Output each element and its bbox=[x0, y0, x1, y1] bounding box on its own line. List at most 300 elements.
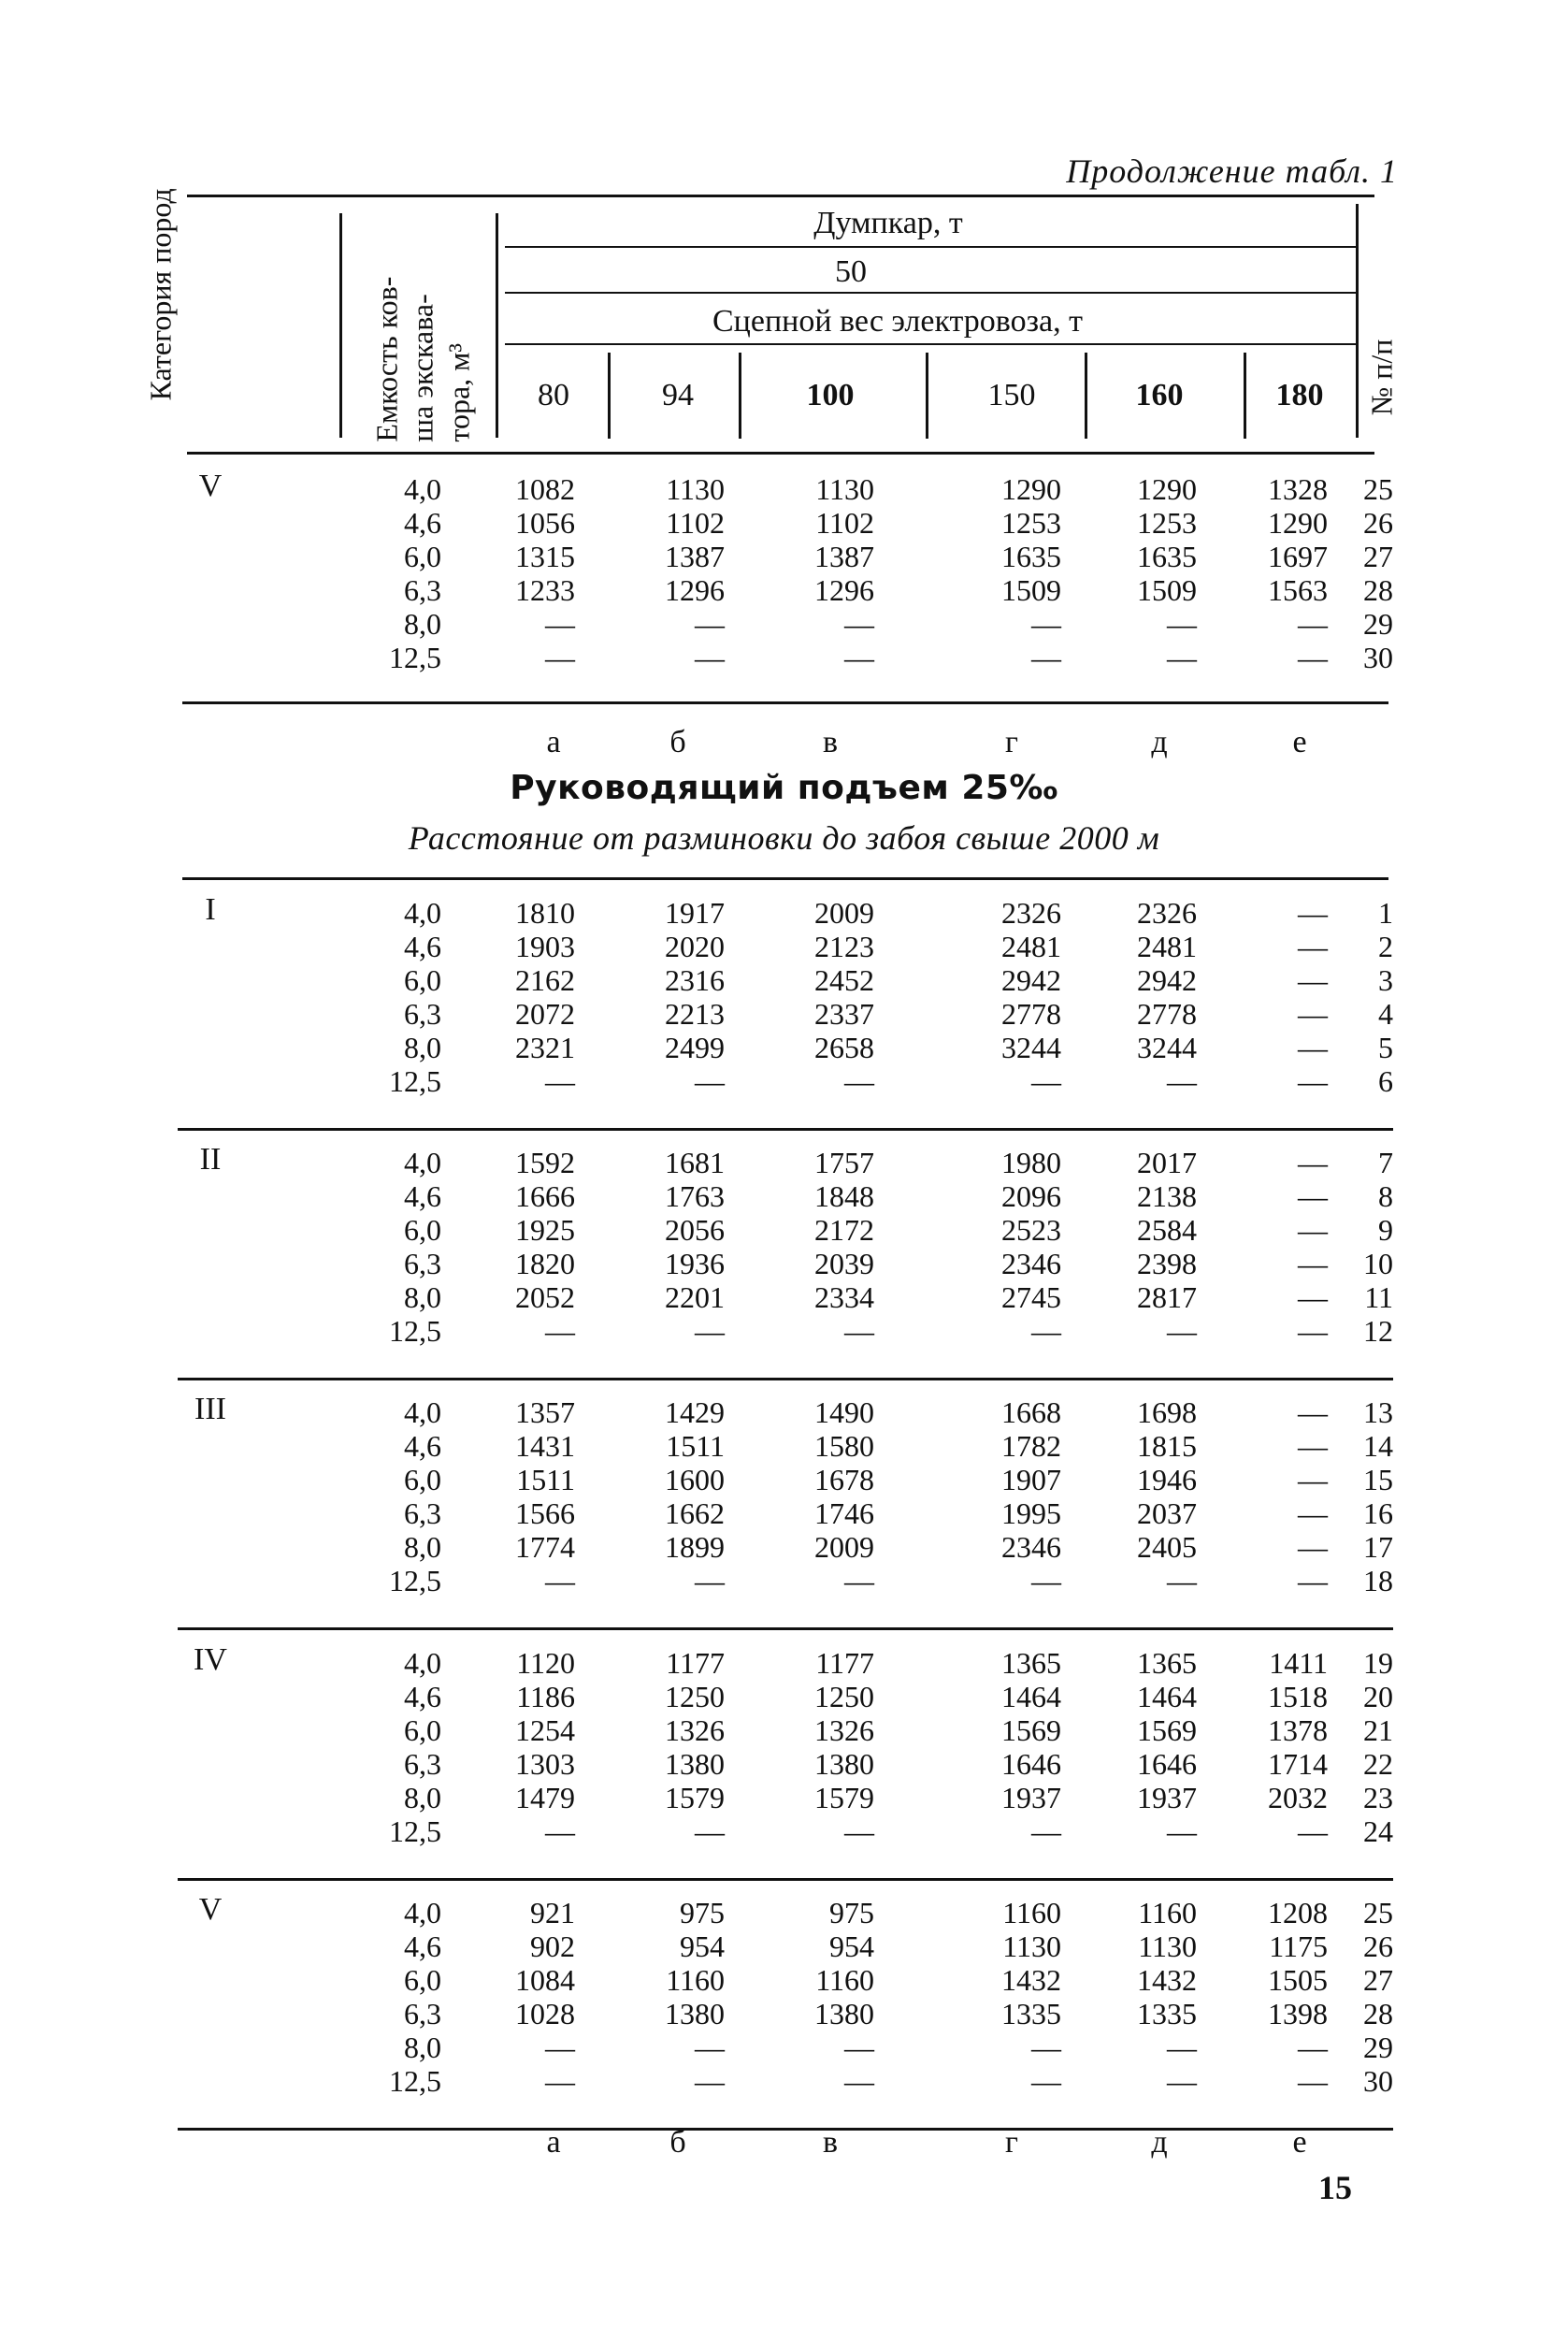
table-cell: — bbox=[1298, 896, 1328, 930]
row-number: 8 bbox=[1378, 1179, 1393, 1213]
table-cell: 1980 bbox=[1001, 1146, 1061, 1179]
row-number: 23 bbox=[1363, 1781, 1393, 1814]
table-cell: 1666 bbox=[515, 1179, 575, 1213]
row-number: 2 bbox=[1378, 930, 1393, 963]
table-cell: 1580 bbox=[814, 1429, 874, 1463]
bucket-value: 4,0 bbox=[404, 896, 441, 930]
table-cell: 1432 bbox=[1137, 1963, 1197, 1997]
table-cell: 1130 bbox=[666, 472, 725, 506]
row-number: 30 bbox=[1363, 641, 1393, 674]
column-letter-б: б bbox=[669, 725, 686, 759]
table-cell: — bbox=[1031, 1314, 1061, 1348]
bucket-value: 6,3 bbox=[404, 997, 441, 1031]
table-cell: 2346 bbox=[1001, 1247, 1061, 1280]
table-cell: — bbox=[844, 1314, 874, 1348]
table-cell: — bbox=[1031, 607, 1061, 641]
row-number: 28 bbox=[1363, 573, 1393, 607]
table-cell: 1130 bbox=[815, 472, 874, 506]
table-cell: 921 bbox=[530, 1896, 575, 1929]
column-letter-г: г bbox=[1005, 2125, 1018, 2160]
bucket-value: 4,6 bbox=[404, 1929, 441, 1963]
row-number: 19 bbox=[1363, 1646, 1393, 1680]
table-cell: — bbox=[1167, 1064, 1197, 1098]
table-cell: 1177 bbox=[815, 1646, 874, 1680]
table-cell: 1130 bbox=[1138, 1929, 1197, 1963]
table-cell: 1387 bbox=[665, 540, 725, 573]
weight-160: 160 bbox=[1135, 378, 1184, 412]
table-cell: 1936 bbox=[665, 1247, 725, 1280]
table-cell: 1028 bbox=[515, 1997, 575, 2030]
table-cell: — bbox=[1298, 1247, 1328, 1280]
table-cell: 1662 bbox=[665, 1496, 725, 1530]
table-cell: 2321 bbox=[515, 1031, 575, 1064]
table-cell: 1600 bbox=[665, 1463, 725, 1496]
table-cell: 1290 bbox=[1001, 472, 1061, 506]
table-cell: 1946 bbox=[1137, 1463, 1197, 1496]
table-cell: 1810 bbox=[515, 896, 575, 930]
table-cell: — bbox=[844, 607, 874, 641]
table-cell: — bbox=[1298, 1463, 1328, 1496]
table-cell: 2523 bbox=[1001, 1213, 1061, 1247]
row-number: 9 bbox=[1378, 1213, 1393, 1247]
table-cell: 1365 bbox=[1001, 1646, 1061, 1680]
table-cell: 954 bbox=[680, 1929, 725, 1963]
table-cell: 1681 bbox=[665, 1146, 725, 1179]
table-cell: 1160 bbox=[815, 1963, 874, 1997]
table-cell: — bbox=[695, 1064, 725, 1098]
table-cell: 1326 bbox=[814, 1713, 874, 1747]
table-cell: — bbox=[1031, 1064, 1061, 1098]
bucket-value: 6,0 bbox=[404, 963, 441, 997]
table-cell: — bbox=[695, 607, 725, 641]
table-cell: 975 bbox=[680, 1896, 725, 1929]
dumpcar-value: 50 bbox=[835, 254, 867, 289]
table-cell: — bbox=[545, 2030, 575, 2064]
table-cell: — bbox=[1167, 641, 1197, 674]
table-cell: 1668 bbox=[1001, 1395, 1061, 1429]
table-cell: — bbox=[1167, 1564, 1197, 1597]
table-cell: 2213 bbox=[665, 997, 725, 1031]
table-cell: 2009 bbox=[814, 1530, 874, 1564]
row-number: 26 bbox=[1363, 506, 1393, 540]
column-letter-е: е bbox=[1292, 725, 1307, 759]
bucket-value: 6,3 bbox=[404, 1496, 441, 1530]
bucket-value: 8,0 bbox=[404, 1031, 441, 1064]
table-cell: — bbox=[545, 2064, 575, 2098]
table-cell: 1233 bbox=[515, 573, 575, 607]
table-cell: 1253 bbox=[1001, 506, 1061, 540]
table-cell: 1378 bbox=[1268, 1713, 1328, 1747]
weight-divider bbox=[1085, 353, 1087, 439]
table-cell: 2942 bbox=[1137, 963, 1197, 997]
bucket-value: 6,0 bbox=[404, 1463, 441, 1496]
table-cell: 1432 bbox=[1001, 1963, 1061, 1997]
table-cell: 2346 bbox=[1001, 1530, 1061, 1564]
table-cell: 2499 bbox=[665, 1031, 725, 1064]
table-cell: 1848 bbox=[814, 1179, 874, 1213]
table-cell: 1509 bbox=[1137, 573, 1197, 607]
table-cell: 1925 bbox=[515, 1213, 575, 1247]
table-cell: 2745 bbox=[1001, 1280, 1061, 1314]
row-number: 3 bbox=[1378, 963, 1393, 997]
table-cell: 2584 bbox=[1137, 1213, 1197, 1247]
category-IV: IV bbox=[194, 1642, 227, 1677]
table-cell: 1296 bbox=[814, 573, 874, 607]
continuation-label: Продолжение табл. 1 bbox=[1066, 152, 1398, 190]
table-cell: 2326 bbox=[1001, 896, 1061, 930]
table-cell: 2334 bbox=[814, 1280, 874, 1314]
table-cell: — bbox=[545, 641, 575, 674]
block-rule bbox=[178, 1378, 1393, 1380]
column-letter-е: е bbox=[1292, 2125, 1307, 2160]
table-cell: — bbox=[1031, 1564, 1061, 1597]
column-letter-а: а bbox=[546, 2125, 561, 2160]
row-number: 25 bbox=[1363, 1896, 1393, 1929]
table-cell: — bbox=[844, 641, 874, 674]
table-cell: 1511 bbox=[666, 1429, 725, 1463]
table-cell: 1815 bbox=[1137, 1429, 1197, 1463]
row-number: 7 bbox=[1378, 1146, 1393, 1179]
table-cell: 1303 bbox=[515, 1747, 575, 1781]
row-number: 20 bbox=[1363, 1680, 1393, 1713]
table-cell: 1569 bbox=[1001, 1713, 1061, 1747]
row-number: 29 bbox=[1363, 2030, 1393, 2064]
table-cell: — bbox=[1298, 930, 1328, 963]
block-rule bbox=[182, 701, 1388, 704]
table-cell: 1290 bbox=[1137, 472, 1197, 506]
coupling-weight-label: Сцепной вес электровоза, т bbox=[712, 304, 1083, 339]
table-cell: 1518 bbox=[1268, 1680, 1328, 1713]
table-cell: — bbox=[1298, 1031, 1328, 1064]
bucket-value: 4,0 bbox=[404, 1646, 441, 1680]
table-cell: 2056 bbox=[665, 1213, 725, 1247]
table-cell: 1937 bbox=[1137, 1781, 1197, 1814]
category-V: V bbox=[198, 1892, 223, 1927]
table-cell: 1635 bbox=[1137, 540, 1197, 573]
table-cell: — bbox=[695, 2030, 725, 2064]
table-cell: 1084 bbox=[515, 1963, 575, 1997]
dumpcar-label: Думпкар, т bbox=[813, 206, 963, 240]
table-cell: — bbox=[1298, 1314, 1328, 1348]
category-V: V bbox=[198, 469, 223, 503]
row-number: 24 bbox=[1363, 1814, 1393, 1848]
table-cell: — bbox=[1298, 997, 1328, 1031]
table-cell: — bbox=[844, 2064, 874, 2098]
bucket-value: 6,0 bbox=[404, 540, 441, 573]
table-cell: — bbox=[545, 1564, 575, 1597]
table-cell: 1208 bbox=[1268, 1896, 1328, 1929]
table-cell: 902 bbox=[530, 1929, 575, 1963]
table-cell: — bbox=[1167, 2030, 1197, 2064]
row-number: 17 bbox=[1363, 1530, 1393, 1564]
table-cell: 1490 bbox=[814, 1395, 874, 1429]
table-cell: 1056 bbox=[515, 506, 575, 540]
row-number: 22 bbox=[1363, 1747, 1393, 1781]
table-cell: 2405 bbox=[1137, 1530, 1197, 1564]
block-rule bbox=[178, 1878, 1393, 1881]
table-cell: 1102 bbox=[815, 506, 874, 540]
row-number: 16 bbox=[1363, 1496, 1393, 1530]
weight-94: 94 bbox=[662, 378, 694, 412]
table-cell: 2037 bbox=[1137, 1496, 1197, 1530]
page-number: 15 bbox=[1318, 2169, 1352, 2206]
row-number: 27 bbox=[1363, 1963, 1393, 1997]
table-cell: — bbox=[545, 607, 575, 641]
table-cell: 1937 bbox=[1001, 1781, 1061, 1814]
table-cell: 1290 bbox=[1268, 506, 1328, 540]
table-cell: — bbox=[695, 1314, 725, 1348]
table-cell: 1254 bbox=[515, 1713, 575, 1747]
row-number: 27 bbox=[1363, 540, 1393, 573]
section-subtitle: Расстояние от разминовки до забоя свыше 2000 м bbox=[408, 819, 1160, 857]
table-cell: 1757 bbox=[814, 1146, 874, 1179]
table-cell: — bbox=[1031, 641, 1061, 674]
block-rule bbox=[178, 1627, 1393, 1630]
table-cell: 1995 bbox=[1001, 1496, 1061, 1530]
bucket-value: 8,0 bbox=[404, 607, 441, 641]
table-cell: 1505 bbox=[1268, 1963, 1328, 1997]
table-cell: 1160 bbox=[1138, 1896, 1197, 1929]
table-cell: — bbox=[545, 1814, 575, 1848]
table-cell: — bbox=[1167, 607, 1197, 641]
bucket-value: 12,5 bbox=[389, 1314, 441, 1348]
table-cell: 1380 bbox=[665, 1747, 725, 1781]
table-cell: — bbox=[1298, 1179, 1328, 1213]
table-cell: 1566 bbox=[515, 1496, 575, 1530]
weight-100: 100 bbox=[806, 378, 855, 412]
table-cell: 1714 bbox=[1268, 1747, 1328, 1781]
table-cell: 2009 bbox=[814, 896, 874, 930]
bucket-value: 8,0 bbox=[404, 1781, 441, 1814]
row-number: 18 bbox=[1363, 1564, 1393, 1597]
table-cell: 1160 bbox=[1002, 1896, 1061, 1929]
table-cell: 1380 bbox=[814, 1997, 874, 2030]
table-cell: 2337 bbox=[814, 997, 874, 1031]
bucket-value: 4,6 bbox=[404, 930, 441, 963]
bucket-value: 8,0 bbox=[404, 1280, 441, 1314]
table-cell: — bbox=[1298, 1395, 1328, 1429]
table-cell: — bbox=[1167, 2064, 1197, 2098]
bucket-value: 4,6 bbox=[404, 1179, 441, 1213]
table-cell: 1782 bbox=[1001, 1429, 1061, 1463]
block-rule bbox=[178, 2128, 1393, 2131]
row-number: 11 bbox=[1364, 1280, 1393, 1314]
bucket-value: 4,0 bbox=[404, 1896, 441, 1929]
table-cell: 1335 bbox=[1001, 1997, 1061, 2030]
table-cell: — bbox=[1298, 2030, 1328, 2064]
table-cell: — bbox=[1298, 1213, 1328, 1247]
table-cell: 1082 bbox=[515, 472, 575, 506]
table-cell: 2452 bbox=[814, 963, 874, 997]
column-divider bbox=[1356, 204, 1359, 438]
table-cell: 1429 bbox=[665, 1395, 725, 1429]
table-cell: — bbox=[695, 641, 725, 674]
row-number: 10 bbox=[1363, 1247, 1393, 1280]
row-number: 5 bbox=[1378, 1031, 1393, 1064]
table-cell: 1431 bbox=[515, 1429, 575, 1463]
table-cell: 2020 bbox=[665, 930, 725, 963]
column-letter-г: г bbox=[1005, 725, 1018, 759]
table-cell: 1698 bbox=[1137, 1395, 1197, 1429]
table-cell: 1592 bbox=[515, 1146, 575, 1179]
row-number: 1 bbox=[1378, 896, 1393, 930]
weight-180: 180 bbox=[1275, 378, 1324, 412]
bucket-value: 6,0 bbox=[404, 1213, 441, 1247]
row-number: 21 bbox=[1363, 1713, 1393, 1747]
bucket-value: 8,0 bbox=[404, 2030, 441, 2064]
row-number: 25 bbox=[1363, 472, 1393, 506]
table-cell: 2123 bbox=[814, 930, 874, 963]
table-cell: — bbox=[1298, 1064, 1328, 1098]
table-cell: 1509 bbox=[1001, 573, 1061, 607]
table-cell: — bbox=[844, 2030, 874, 2064]
table-cell: 1186 bbox=[516, 1680, 575, 1713]
bucket-value: 8,0 bbox=[404, 1530, 441, 1564]
dumpcar-value-rule bbox=[505, 292, 1356, 294]
bucket-value: 12,5 bbox=[389, 2064, 441, 2098]
bucket-label: Емкость ков- ша экскава- тора, м³ bbox=[369, 276, 476, 442]
table-cell: — bbox=[1031, 2064, 1061, 2098]
table-cell: 1411 bbox=[1269, 1646, 1328, 1680]
table-cell: — bbox=[844, 1564, 874, 1597]
table-cell: 2017 bbox=[1137, 1146, 1197, 1179]
column-letter-а: а bbox=[546, 725, 561, 759]
table-cell: 2658 bbox=[814, 1031, 874, 1064]
table-cell: 1899 bbox=[665, 1530, 725, 1564]
category-III: III bbox=[194, 1392, 226, 1426]
table-cell: — bbox=[695, 2064, 725, 2098]
table-cell: — bbox=[545, 1064, 575, 1098]
table-cell: — bbox=[1031, 1814, 1061, 1848]
category-I: I bbox=[205, 892, 216, 927]
table-cell: — bbox=[1167, 1814, 1197, 1848]
block-rule bbox=[182, 877, 1388, 880]
column-letter-д: д bbox=[1151, 725, 1168, 759]
table-cell: 1479 bbox=[515, 1781, 575, 1814]
table-cell: 2942 bbox=[1001, 963, 1061, 997]
bucket-value: 4,6 bbox=[404, 506, 441, 540]
table-cell: 2817 bbox=[1137, 1280, 1197, 1314]
table-cell: 1315 bbox=[515, 540, 575, 573]
bucket-value: 4,6 bbox=[404, 1680, 441, 1713]
table-cell: 1464 bbox=[1137, 1680, 1197, 1713]
table-cell: 1250 bbox=[665, 1680, 725, 1713]
table-cell: 1296 bbox=[665, 573, 725, 607]
table-cell: 1160 bbox=[666, 1963, 725, 1997]
row-number: 12 bbox=[1363, 1314, 1393, 1348]
header-top-rule bbox=[187, 195, 1374, 197]
table-cell: 1917 bbox=[665, 896, 725, 930]
table-cell: 1579 bbox=[665, 1781, 725, 1814]
table-cell: 1357 bbox=[515, 1395, 575, 1429]
table-cell: — bbox=[545, 1314, 575, 1348]
table-cell: 1380 bbox=[665, 1997, 725, 2030]
table-cell: — bbox=[1167, 1314, 1197, 1348]
table-cell: 3244 bbox=[1137, 1031, 1197, 1064]
table-cell: — bbox=[1298, 1146, 1328, 1179]
table-cell: 1177 bbox=[666, 1646, 725, 1680]
table-cell: 1253 bbox=[1137, 506, 1197, 540]
bucket-value: 12,5 bbox=[389, 1564, 441, 1597]
header-bottom-rule bbox=[187, 452, 1374, 455]
table-cell: — bbox=[1298, 641, 1328, 674]
table-cell: 2316 bbox=[665, 963, 725, 997]
table-cell: 2072 bbox=[515, 997, 575, 1031]
table-cell: — bbox=[1031, 2030, 1061, 2064]
table-cell: 2778 bbox=[1001, 997, 1061, 1031]
table-cell: 975 bbox=[829, 1896, 874, 1929]
table-cell: — bbox=[844, 1814, 874, 1848]
table-cell: 1763 bbox=[665, 1179, 725, 1213]
table-cell: 1387 bbox=[814, 540, 874, 573]
row-number: 30 bbox=[1363, 2064, 1393, 2098]
block-rule bbox=[178, 1128, 1393, 1131]
table-cell: — bbox=[1298, 607, 1328, 641]
table-cell: 1250 bbox=[814, 1680, 874, 1713]
coupling-rule bbox=[505, 343, 1356, 345]
table-cell: 2162 bbox=[515, 963, 575, 997]
table-cell: — bbox=[1298, 1496, 1328, 1530]
bucket-value: 12,5 bbox=[389, 641, 441, 674]
table-cell: 2778 bbox=[1137, 997, 1197, 1031]
column-letter-в: в bbox=[822, 725, 839, 759]
table-cell: 1511 bbox=[516, 1463, 575, 1496]
table-cell: 1464 bbox=[1001, 1680, 1061, 1713]
column-letter-д: д bbox=[1151, 2125, 1168, 2160]
table-cell: — bbox=[695, 1814, 725, 1848]
column-divider bbox=[339, 213, 342, 438]
table-cell: 1907 bbox=[1001, 1463, 1061, 1496]
table-cell: 1774 bbox=[515, 1530, 575, 1564]
table-cell: 1646 bbox=[1001, 1747, 1061, 1781]
table-cell: — bbox=[844, 1064, 874, 1098]
table-cell: 2138 bbox=[1137, 1179, 1197, 1213]
bucket-value: 6,3 bbox=[404, 1997, 441, 2030]
table-cell: 1335 bbox=[1137, 1997, 1197, 2030]
table-cell: 2481 bbox=[1001, 930, 1061, 963]
table-cell: 1579 bbox=[814, 1781, 874, 1814]
table-cell: 1820 bbox=[515, 1247, 575, 1280]
row-number: 15 bbox=[1363, 1463, 1393, 1496]
row-number: 13 bbox=[1363, 1395, 1393, 1429]
table-cell: — bbox=[1298, 1429, 1328, 1463]
table-cell: 1328 bbox=[1268, 472, 1328, 506]
table-cell: 1120 bbox=[516, 1646, 575, 1680]
table-cell: 1569 bbox=[1137, 1713, 1197, 1747]
section-title: Руководящий подъем 25‰ bbox=[510, 769, 1058, 807]
table-cell: 1326 bbox=[665, 1713, 725, 1747]
table-cell: 1563 bbox=[1268, 573, 1328, 607]
table-cell: — bbox=[1298, 1564, 1328, 1597]
bucket-value: 6,0 bbox=[404, 1713, 441, 1747]
row-number: 28 bbox=[1363, 1997, 1393, 2030]
bucket-value: 4,0 bbox=[404, 472, 441, 506]
bucket-value: 4,6 bbox=[404, 1429, 441, 1463]
weight-80: 80 bbox=[538, 378, 569, 412]
table-cell: — bbox=[1298, 1280, 1328, 1314]
table-cell: 1646 bbox=[1137, 1747, 1197, 1781]
table-cell: 954 bbox=[829, 1929, 874, 1963]
table-cell: 3244 bbox=[1001, 1031, 1061, 1064]
table-cell: — bbox=[695, 1564, 725, 1597]
table-cell: 1903 bbox=[515, 930, 575, 963]
table-cell: — bbox=[1298, 1814, 1328, 1848]
table-cell: 1175 bbox=[1269, 1929, 1328, 1963]
table-cell: 2172 bbox=[814, 1213, 874, 1247]
weight-divider bbox=[926, 353, 928, 439]
bucket-value: 6,3 bbox=[404, 1247, 441, 1280]
table-cell: — bbox=[1298, 2064, 1328, 2098]
